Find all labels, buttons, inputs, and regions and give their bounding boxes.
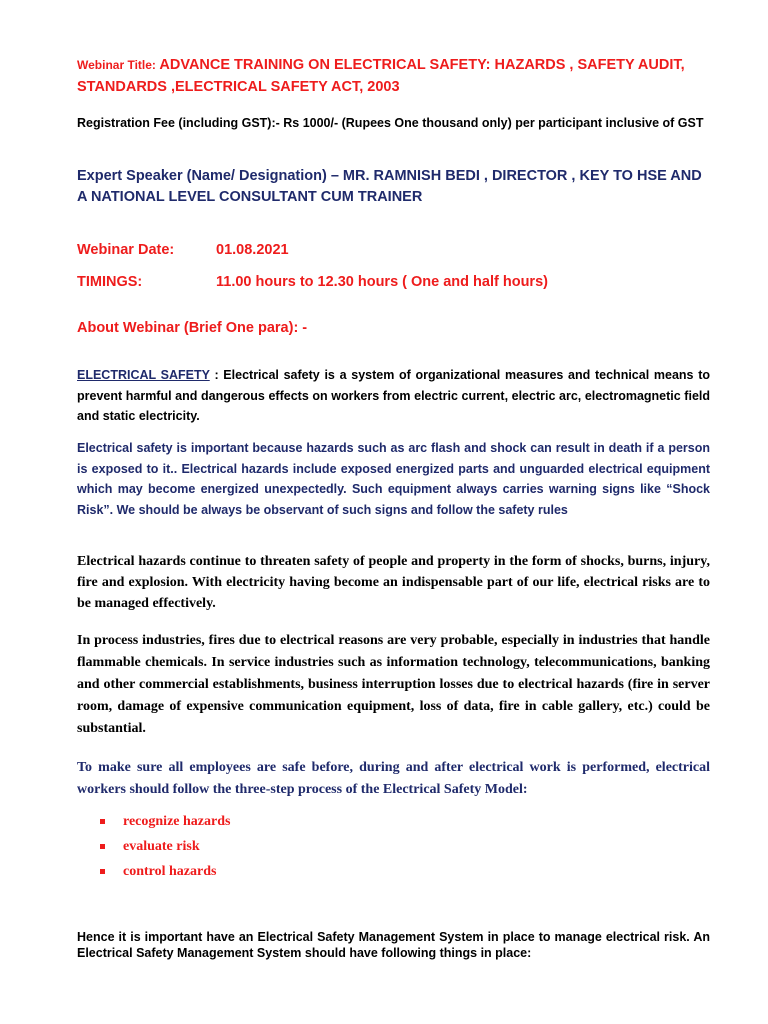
- step-label: evaluate risk: [123, 839, 200, 854]
- conclusion-para: Hence it is important have an Electrical Safety Management System in place to manage electrical risk. An Electrical Safety Management System should have following things in place:: [77, 930, 710, 960]
- safety-model-steps: [100, 812, 230, 887]
- electrical-safety-definition: : Electrical safety is a system of organizational measures and technical means to prevent harmful and dangerous effects on workers from electric current, electric arc, electromagnetic field and static electricity.: [77, 368, 710, 423]
- timings: [77, 272, 548, 292]
- webinar-title-text: ADVANCE TRAINING ON ELECTRICAL SAFETY: HAZARDS , SAFETY AUDIT, STANDARDS ,ELECTRICAL SAFETY ACT, 2003: [77, 57, 685, 95]
- square-bullet-icon: [100, 819, 105, 824]
- process-industries-para: In process industries, fires due to electrical reasons are very probable, especially in industries that handle flammable chemicals. In service industries such as information technology, telecommunications, banking and other commercial establishments, business interruption losses due to electrical hazards (fire in server room, damage of expensive communication equipment, loss of data, fire in cable gallery, etc.) could be substantial.: [77, 633, 710, 736]
- safety-model-para: To make sure all employees are safe before, during and after electrical work is performed, electrical workers should follow the three-step process of the Electrical Safety Model:: [77, 760, 710, 797]
- registration-fee: Registration Fee (including GST):- Rs 1000/- (Rupees One thousand only) per participant inclusive of GST: [77, 116, 704, 130]
- electrical-safety-para: [77, 365, 710, 427]
- list-item: [100, 837, 230, 862]
- webinar-date-value: 01.08.2021: [216, 242, 289, 258]
- expert-speaker: Expert Speaker (Name/ Designation) – MR. RAMNISH BEDI , DIRECTOR , KEY TO HSE AND A NATIONAL LEVEL CONSULTANT CUM TRAINER: [77, 168, 702, 205]
- timings-label: TIMINGS:: [77, 274, 143, 290]
- about-heading: About Webinar (Brief One para): -: [77, 320, 308, 336]
- square-bullet-icon: [100, 844, 105, 849]
- webinar-title-label: Webinar Title:: [77, 58, 156, 72]
- list-item: [100, 862, 230, 887]
- hazards-para: Electrical hazards continue to threaten safety of people and property in the form of shocks, burns, injury, fire and explosion. With electricity having become an indispensable part of our life, electrical risks are to be managed effectively.: [77, 554, 710, 611]
- webinar-title: [77, 54, 710, 98]
- list-item: [100, 812, 230, 837]
- webinar-date: [77, 240, 289, 260]
- electrical-safety-term: ELECTRICAL SAFETY: [77, 368, 210, 382]
- square-bullet-icon: [100, 869, 105, 874]
- webinar-date-label: Webinar Date:: [77, 242, 175, 258]
- step-label: control hazards: [123, 864, 217, 879]
- timings-value: 11.00 hours to 12.30 hours ( One and half hours): [216, 274, 548, 290]
- importance-para: Electrical safety is important because hazards such as arc flash and shock can result in death if a person is exposed to it.. Electrical hazards include exposed energized parts and unguarded electrical equipment which may become energized unexpectedly. Such equipment always carries warning signs like “Shock Risk”. We should be always be observant of such signs and follow the safety rules: [77, 441, 710, 517]
- step-label: recognize hazards: [123, 814, 231, 829]
